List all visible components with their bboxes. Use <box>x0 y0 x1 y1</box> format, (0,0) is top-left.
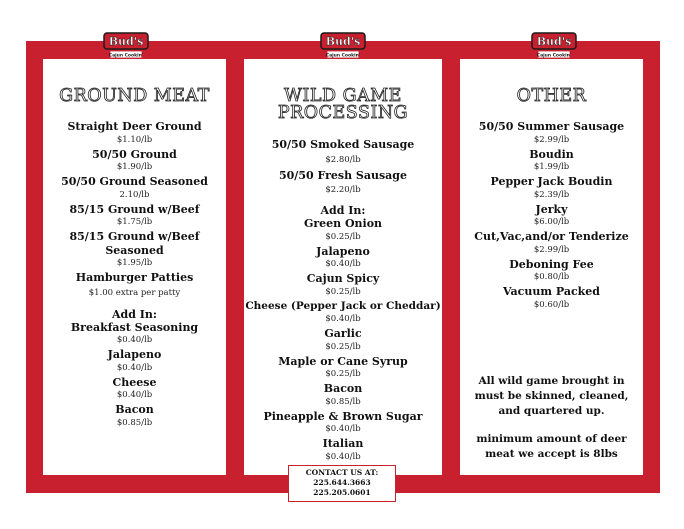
add-in-price: $0.40/lb <box>325 424 361 434</box>
add-in-price: $0.25/lb <box>325 231 361 242</box>
wild-game-title <box>244 88 442 122</box>
add-in-name: Maple or Cane Syrup <box>278 354 408 368</box>
menu-item-name: Boudin <box>529 147 574 161</box>
ground-meat-panel <box>43 59 226 475</box>
other-title: OTHER <box>516 86 587 106</box>
add-in-name: Cajun Spicy <box>306 272 380 285</box>
logo-tagline: Cajun Cookin' <box>325 53 361 59</box>
menu-item-price: $2.80/lb <box>325 154 361 165</box>
notice-line: minimum amount of deer <box>476 433 627 445</box>
menu-item-price: $1.90/lb <box>116 162 153 172</box>
add-in-name: Italian <box>322 437 364 450</box>
ground-meat-title: GROUND MEAT <box>59 86 210 106</box>
add-in-name: Breakfast Seasoning <box>70 320 199 334</box>
wild-game-panel <box>244 59 442 475</box>
menu-item-price: $2.39/lb <box>533 189 570 200</box>
menu-item-name: 50/50 Ground <box>92 147 177 161</box>
menu-item-price: $2.99/lb <box>533 244 570 255</box>
menu-item-name: 50/50 Fresh Sausage <box>279 168 407 182</box>
add-in-price: $0.40/lb <box>325 314 361 324</box>
logo-brand: Bud's <box>108 35 144 48</box>
menu-item-price: $2.20/lb <box>325 185 361 195</box>
menu-item-price: $0.80/lb <box>533 272 570 282</box>
menu-item-price: $0.60/lb <box>533 299 570 310</box>
add-in-name: Cheese (Pepper Jack or Cheddar) <box>245 299 441 312</box>
add-in-price: $0.85/lb <box>325 396 361 407</box>
add-in-price: $0.25/lb <box>325 286 361 297</box>
menu-item-name: 85/15 Ground w/Beef Seasoned <box>69 230 200 257</box>
menu-item-name: 50/50 Smoked Sausage <box>271 138 415 151</box>
contact-phone[interactable]: 225.644.3663 <box>313 478 371 487</box>
add-in-name: Bacon <box>323 382 363 395</box>
notice-line: meat we accept is 8lbs <box>485 448 618 460</box>
menu-item-price: 2.10/lb <box>119 189 150 200</box>
add-in-price: $0.40/lb <box>116 390 153 400</box>
menu-item-price: $1.95/lb <box>116 258 153 268</box>
notice-line: All wild game brought in <box>478 375 625 387</box>
menu-item-price: $6.00/lb <box>533 217 570 227</box>
add-in-name: Green Onion <box>303 217 383 230</box>
add-in-name: Garlic <box>324 327 362 340</box>
add-in-title: Add In: <box>320 204 366 217</box>
notice-line: must be skinned, cleaned, <box>474 390 629 402</box>
add-in-price: $0.25/lb <box>325 341 361 352</box>
add-in-name: Bacon <box>115 403 154 416</box>
logo-brand: Bud's <box>536 35 572 48</box>
add-in-name: Jalapeno <box>316 244 370 258</box>
add-in-name: Jalapeno <box>107 348 162 361</box>
logo-tagline: Cajun Cookin' <box>536 53 572 59</box>
contact-box <box>288 465 396 502</box>
menu-item-price: $1.00 extra per patty <box>88 287 181 298</box>
menu-item-name: 50/50 Summer Sausage <box>478 120 625 133</box>
menu-item-price: $2.99/lb <box>533 134 570 145</box>
menu-item-price: $1.75/lb <box>116 217 153 227</box>
wild-game-title-line1: WILD GAME <box>284 86 402 106</box>
menu-item-name: 85/15 Ground w/Beef <box>69 202 200 216</box>
add-in-name: Pineapple & Brown Sugar <box>263 409 423 423</box>
add-in-price: $0.40/lb <box>325 451 361 462</box>
menu-item-name: Jerky <box>535 202 568 216</box>
notice-line: and quartered up. <box>498 405 605 417</box>
add-in-price: $0.40/lb <box>116 335 153 345</box>
wild-game-title-line2: PROCESSING <box>277 103 409 123</box>
contact-phone[interactable]: 225.205.0601 <box>313 488 371 497</box>
minimum-amount-notice <box>460 432 643 462</box>
add-in-price: $0.25/lb <box>325 369 361 379</box>
add-in-price: $0.40/lb <box>116 362 153 373</box>
add-in-title: Add In: <box>112 307 157 321</box>
other-panel <box>460 59 643 475</box>
menu-item-name: Deboning Fee <box>509 257 594 271</box>
menu-item-name: Cut,Vac,and/or Tenderize <box>474 230 629 243</box>
menu-item-name: Pepper Jack Boudin <box>490 175 613 188</box>
contact-label: CONTACT US AT: <box>305 468 379 477</box>
menu-item-name: Vacuum Packed <box>503 285 600 298</box>
menu-item-price: $1.10/lb <box>116 134 153 145</box>
logo-brand: Bud's <box>325 35 361 48</box>
menu-item-name: Hamburger Patties <box>75 271 194 284</box>
menu-item-name: 50/50 Ground Seasoned <box>61 175 208 188</box>
add-in-name: Cheese <box>112 375 157 389</box>
menu-item-name: Straight Deer Ground <box>67 120 202 133</box>
wild-game-requirement-notice <box>460 374 643 419</box>
logo-tagline: Cajun Cookin' <box>108 53 144 59</box>
menu-item-price: $1.99/lb <box>533 162 570 172</box>
add-in-price: $0.40/lb <box>325 259 361 269</box>
add-in-price: $0.85/lb <box>116 417 153 428</box>
